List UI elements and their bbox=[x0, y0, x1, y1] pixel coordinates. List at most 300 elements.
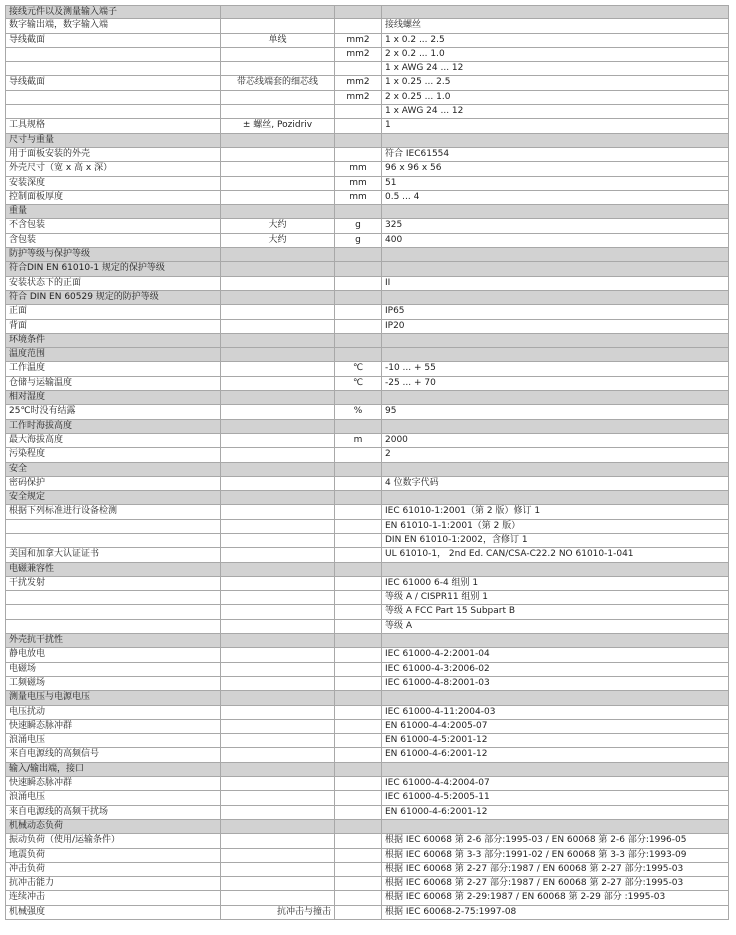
spec-unit: mm bbox=[334, 177, 381, 190]
spec-row bbox=[5, 748, 729, 762]
spec-qualifier bbox=[220, 463, 334, 476]
spec-value: IP65 bbox=[381, 305, 729, 318]
spec-row bbox=[5, 791, 729, 805]
spec-label: 电压扰动 bbox=[5, 706, 220, 719]
spec-value: EN 61000-4-5:2001-12 bbox=[381, 734, 729, 747]
spec-unit: g bbox=[334, 234, 381, 247]
spec-value: EN 61010-1-1:2001（第 2 版） bbox=[381, 520, 729, 533]
spec-row bbox=[5, 305, 729, 319]
spec-row bbox=[5, 877, 729, 891]
spec-qualifier: ± 螺丝, Pozidriv bbox=[220, 119, 334, 132]
spec-unit: % bbox=[334, 405, 381, 418]
spec-value: IEC 61000-4-4:2004-07 bbox=[381, 777, 729, 790]
spec-label bbox=[5, 605, 220, 618]
spec-qualifier: 带芯线端套的细芯线 bbox=[220, 76, 334, 89]
spec-value: 1 x AWG 24 ... 12 bbox=[381, 62, 729, 75]
spec-label: 重量 bbox=[5, 205, 220, 218]
spec-row bbox=[5, 534, 729, 548]
spec-qualifier bbox=[220, 648, 334, 661]
spec-qualifier bbox=[220, 863, 334, 876]
spec-label: 安装深度 bbox=[5, 177, 220, 190]
spec-row bbox=[5, 76, 729, 90]
spec-row bbox=[5, 777, 729, 791]
spec-qualifier bbox=[220, 262, 334, 275]
spec-unit bbox=[334, 262, 381, 275]
spec-row bbox=[5, 219, 729, 233]
spec-value: 2 bbox=[381, 448, 729, 461]
spec-label: 连续冲击 bbox=[5, 891, 220, 904]
spec-label: 密码保护 bbox=[5, 477, 220, 490]
spec-value bbox=[381, 491, 729, 504]
spec-unit bbox=[334, 463, 381, 476]
spec-qualifier bbox=[220, 548, 334, 561]
spec-unit bbox=[334, 205, 381, 218]
spec-unit bbox=[334, 320, 381, 333]
spec-qualifier bbox=[220, 748, 334, 761]
spec-label: 电磁兼容性 bbox=[5, 563, 220, 576]
spec-qualifier bbox=[220, 420, 334, 433]
spec-unit bbox=[334, 334, 381, 347]
spec-qualifier bbox=[220, 348, 334, 361]
spec-label: 符合DIN EN 61010-1 规定的保护等级 bbox=[5, 262, 220, 275]
spec-label: 安全 bbox=[5, 463, 220, 476]
spec-label: 干扰发射 bbox=[5, 577, 220, 590]
spec-value: 根据 IEC 60068-2-75:1997-08 bbox=[381, 906, 729, 919]
spec-value: 根据 IEC 60068 第 2-6 部分:1995-03 / EN 60068 第 2-6 部分:1996-05 bbox=[381, 834, 729, 847]
spec-row bbox=[5, 891, 729, 905]
spec-qualifier bbox=[220, 377, 334, 390]
section-header-row bbox=[5, 420, 729, 434]
spec-value: 0.5 ... 4 bbox=[381, 191, 729, 204]
spec-qualifier bbox=[220, 148, 334, 161]
spec-label bbox=[5, 620, 220, 633]
spec-value: IEC 61000-4-8:2001-03 bbox=[381, 677, 729, 690]
spec-unit bbox=[334, 691, 381, 704]
spec-label: 温度范围 bbox=[5, 348, 220, 361]
spec-value: 根据 IEC 60068 第 2-27 部分:1987 / EN 60068 第 2-27 部分:1995-03 bbox=[381, 877, 729, 890]
spec-unit bbox=[334, 291, 381, 304]
spec-value bbox=[381, 248, 729, 261]
spec-label: 用于面板安装的外壳 bbox=[5, 148, 220, 161]
spec-table bbox=[5, 5, 729, 920]
spec-row bbox=[5, 548, 729, 562]
spec-value: IEC 61000-4-11:2004-03 bbox=[381, 706, 729, 719]
spec-value: 1 x 0.25 ... 2.5 bbox=[381, 76, 729, 89]
spec-value: 接线螺丝 bbox=[381, 19, 729, 32]
spec-label: 浪涌电压 bbox=[5, 791, 220, 804]
spec-label: 机械动态负荷 bbox=[5, 820, 220, 833]
spec-qualifier: 大约 bbox=[220, 234, 334, 247]
spec-value bbox=[381, 334, 729, 347]
spec-label: 25℃时没有结露 bbox=[5, 405, 220, 418]
spec-row bbox=[5, 477, 729, 491]
spec-value bbox=[381, 391, 729, 404]
spec-qualifier bbox=[220, 91, 334, 104]
spec-value: 325 bbox=[381, 219, 729, 232]
spec-qualifier bbox=[220, 691, 334, 704]
spec-row bbox=[5, 34, 729, 48]
spec-value bbox=[381, 348, 729, 361]
spec-qualifier bbox=[220, 777, 334, 790]
spec-unit bbox=[334, 849, 381, 862]
spec-label: 工频磁场 bbox=[5, 677, 220, 690]
spec-label bbox=[5, 534, 220, 547]
spec-label: 尺寸与重量 bbox=[5, 134, 220, 147]
spec-unit bbox=[334, 420, 381, 433]
spec-unit: mm2 bbox=[334, 76, 381, 89]
spec-unit: g bbox=[334, 219, 381, 232]
section-header-row bbox=[5, 248, 729, 262]
spec-qualifier bbox=[220, 362, 334, 375]
spec-unit bbox=[334, 105, 381, 118]
spec-qualifier bbox=[220, 791, 334, 804]
spec-value: IEC 61000 6-4 组别 1 bbox=[381, 577, 729, 590]
spec-value: EN 61000-4-6:2001-12 bbox=[381, 748, 729, 761]
spec-unit: mm bbox=[334, 191, 381, 204]
spec-qualifier bbox=[220, 191, 334, 204]
spec-unit bbox=[334, 391, 381, 404]
spec-qualifier bbox=[220, 877, 334, 890]
spec-row bbox=[5, 119, 729, 133]
spec-unit bbox=[334, 148, 381, 161]
spec-qualifier bbox=[220, 520, 334, 533]
spec-qualifier bbox=[220, 491, 334, 504]
spec-unit: mm2 bbox=[334, 34, 381, 47]
spec-row bbox=[5, 48, 729, 62]
spec-label: 正面 bbox=[5, 305, 220, 318]
spec-qualifier bbox=[220, 734, 334, 747]
spec-row bbox=[5, 591, 729, 605]
spec-label: 导线截面 bbox=[5, 34, 220, 47]
spec-unit bbox=[334, 877, 381, 890]
spec-qualifier bbox=[220, 434, 334, 447]
section-header-row bbox=[5, 205, 729, 219]
spec-value bbox=[381, 463, 729, 476]
spec-value: 等级 A bbox=[381, 620, 729, 633]
spec-label: 污染程度 bbox=[5, 448, 220, 461]
spec-row bbox=[5, 577, 729, 591]
section-header-row bbox=[5, 262, 729, 276]
spec-label: 不含包装 bbox=[5, 219, 220, 232]
spec-row bbox=[5, 105, 729, 119]
spec-row bbox=[5, 19, 729, 33]
spec-unit: ℃ bbox=[334, 377, 381, 390]
spec-unit bbox=[334, 119, 381, 132]
spec-qualifier bbox=[220, 820, 334, 833]
spec-label: 安装状态下的正面 bbox=[5, 277, 220, 290]
spec-unit bbox=[334, 763, 381, 776]
spec-unit bbox=[334, 734, 381, 747]
spec-value: IEC 61000-4-5:2005-11 bbox=[381, 791, 729, 804]
section-header-row bbox=[5, 634, 729, 648]
spec-row bbox=[5, 234, 729, 248]
spec-qualifier: 抗冲击与撞击 bbox=[220, 906, 334, 919]
spec-unit bbox=[334, 906, 381, 919]
spec-unit bbox=[334, 577, 381, 590]
spec-value: 根据 IEC 60068 第 2-29:1987 / EN 60068 第 2-29 部分 :1995-03 bbox=[381, 891, 729, 904]
spec-value bbox=[381, 291, 729, 304]
spec-qualifier bbox=[220, 834, 334, 847]
spec-row bbox=[5, 720, 729, 734]
spec-row bbox=[5, 320, 729, 334]
spec-label: 环境条件 bbox=[5, 334, 220, 347]
spec-label: 根据下列标准进行设备检测 bbox=[5, 505, 220, 518]
spec-unit bbox=[334, 591, 381, 604]
spec-label: 控制面板厚度 bbox=[5, 191, 220, 204]
spec-unit bbox=[334, 534, 381, 547]
spec-value: 根据 IEC 60068 第 3-3 部分:1991-02 / EN 60068 第 3-3 部分:1993-09 bbox=[381, 849, 729, 862]
spec-label: 静电放电 bbox=[5, 648, 220, 661]
spec-row bbox=[5, 434, 729, 448]
spec-row bbox=[5, 177, 729, 191]
spec-label: 来自电源线的高频信号 bbox=[5, 748, 220, 761]
spec-unit: m bbox=[334, 434, 381, 447]
spec-qualifier bbox=[220, 62, 334, 75]
spec-qualifier bbox=[220, 291, 334, 304]
spec-row bbox=[5, 677, 729, 691]
section-header-row bbox=[5, 491, 729, 505]
spec-value: UL 61010-1， 2nd Ed. CAN/CSA-C22.2 NO 61010-1-041 bbox=[381, 548, 729, 561]
spec-qualifier bbox=[220, 248, 334, 261]
spec-unit bbox=[334, 134, 381, 147]
spec-label: 外壳尺寸（宽 x 高 x 深） bbox=[5, 162, 220, 175]
spec-unit: mm bbox=[334, 162, 381, 175]
spec-value: IEC 61000-4-3:2006-02 bbox=[381, 663, 729, 676]
spec-unit bbox=[334, 891, 381, 904]
spec-unit: mm2 bbox=[334, 48, 381, 61]
spec-label: 工具规格 bbox=[5, 119, 220, 132]
section-header-row bbox=[5, 763, 729, 777]
section-header-row bbox=[5, 691, 729, 705]
spec-value bbox=[381, 763, 729, 776]
spec-label: 安全规定 bbox=[5, 491, 220, 504]
spec-value: -25 ... + 70 bbox=[381, 377, 729, 390]
spec-label: 接线元件以及测量输入端子 bbox=[5, 6, 220, 18]
spec-value: 51 bbox=[381, 177, 729, 190]
spec-row bbox=[5, 734, 729, 748]
spec-label: 快速瞬态脉冲群 bbox=[5, 720, 220, 733]
spec-row bbox=[5, 91, 729, 105]
spec-label: 振动负荷（使用/运输条件） bbox=[5, 834, 220, 847]
spec-value: 等级 A FCC Part 15 Subpart B bbox=[381, 605, 729, 618]
spec-label: 含包装 bbox=[5, 234, 220, 247]
spec-label: 仓储与运输温度 bbox=[5, 377, 220, 390]
spec-row bbox=[5, 148, 729, 162]
spec-row bbox=[5, 706, 729, 720]
spec-unit: mm2 bbox=[334, 91, 381, 104]
spec-label: 美国和加拿大认证证书 bbox=[5, 548, 220, 561]
spec-row bbox=[5, 620, 729, 634]
spec-qualifier bbox=[220, 891, 334, 904]
spec-label: 冲击负荷 bbox=[5, 863, 220, 876]
spec-qualifier bbox=[220, 177, 334, 190]
spec-unit bbox=[334, 791, 381, 804]
spec-value bbox=[381, 6, 729, 18]
spec-row bbox=[5, 277, 729, 291]
spec-qualifier bbox=[220, 134, 334, 147]
spec-unit bbox=[334, 563, 381, 576]
spec-row bbox=[5, 377, 729, 391]
section-header-row bbox=[5, 820, 729, 834]
spec-qualifier bbox=[220, 334, 334, 347]
spec-label: 测量电压与电源电压 bbox=[5, 691, 220, 704]
spec-value bbox=[381, 820, 729, 833]
spec-qualifier bbox=[220, 305, 334, 318]
spec-label: 工作时海拔高度 bbox=[5, 420, 220, 433]
spec-unit bbox=[334, 448, 381, 461]
spec-label: 工作温度 bbox=[5, 362, 220, 375]
spec-qualifier bbox=[220, 577, 334, 590]
spec-unit bbox=[334, 720, 381, 733]
spec-label: 输入/输出端，接口 bbox=[5, 763, 220, 776]
spec-value: IEC 61000-4-2:2001-04 bbox=[381, 648, 729, 661]
spec-row bbox=[5, 405, 729, 419]
spec-qualifier bbox=[220, 162, 334, 175]
spec-label: 防护等级与保护等级 bbox=[5, 248, 220, 261]
spec-value bbox=[381, 205, 729, 218]
spec-value: DIN EN 61010-1:2002，含修订 1 bbox=[381, 534, 729, 547]
spec-value bbox=[381, 420, 729, 433]
spec-value: 2 x 0.2 ... 1.0 bbox=[381, 48, 729, 61]
spec-value bbox=[381, 134, 729, 147]
spec-value bbox=[381, 563, 729, 576]
spec-unit bbox=[334, 477, 381, 490]
spec-unit bbox=[334, 520, 381, 533]
spec-qualifier bbox=[220, 806, 334, 819]
spec-qualifier bbox=[220, 763, 334, 776]
spec-unit bbox=[334, 663, 381, 676]
spec-qualifier bbox=[220, 591, 334, 604]
spec-qualifier bbox=[220, 720, 334, 733]
spec-label: 相对湿度 bbox=[5, 391, 220, 404]
spec-label: 外壳抗干扰性 bbox=[5, 634, 220, 647]
spec-value: EN 61000-4-4:2005-07 bbox=[381, 720, 729, 733]
spec-value: 95 bbox=[381, 405, 729, 418]
spec-label bbox=[5, 48, 220, 61]
spec-value: 2000 bbox=[381, 434, 729, 447]
spec-value bbox=[381, 634, 729, 647]
spec-row bbox=[5, 906, 729, 920]
spec-row bbox=[5, 863, 729, 877]
spec-unit bbox=[334, 19, 381, 32]
section-header-row bbox=[5, 563, 729, 577]
spec-qualifier bbox=[220, 6, 334, 18]
spec-qualifier bbox=[220, 663, 334, 676]
spec-label: 机械强度 bbox=[5, 906, 220, 919]
spec-unit bbox=[334, 605, 381, 618]
spec-unit bbox=[334, 834, 381, 847]
spec-value: 符合 IEC61554 bbox=[381, 148, 729, 161]
section-header-row bbox=[5, 334, 729, 348]
spec-qualifier bbox=[220, 620, 334, 633]
spec-value: -10 ... + 55 bbox=[381, 362, 729, 375]
spec-qualifier bbox=[220, 48, 334, 61]
spec-label: 最大海拔高度 bbox=[5, 434, 220, 447]
spec-unit bbox=[334, 620, 381, 633]
spec-row bbox=[5, 162, 729, 176]
spec-value: 1 x 0.2 ... 2.5 bbox=[381, 34, 729, 47]
spec-unit bbox=[334, 806, 381, 819]
spec-qualifier bbox=[220, 677, 334, 690]
spec-label: 来自电源线的高频干扰场 bbox=[5, 806, 220, 819]
spec-qualifier bbox=[220, 320, 334, 333]
spec-value: 等级 A / CISPR11 组别 1 bbox=[381, 591, 729, 604]
spec-qualifier bbox=[220, 563, 334, 576]
spec-qualifier bbox=[220, 405, 334, 418]
spec-qualifier bbox=[220, 448, 334, 461]
spec-qualifier bbox=[220, 849, 334, 862]
spec-label: 导线截面 bbox=[5, 76, 220, 89]
spec-qualifier bbox=[220, 706, 334, 719]
spec-label bbox=[5, 62, 220, 75]
spec-value: IEC 61010-1:2001（第 2 版）修订 1 bbox=[381, 505, 729, 518]
spec-value bbox=[381, 691, 729, 704]
spec-qualifier: 单线 bbox=[220, 34, 334, 47]
spec-value: 2 x 0.25 ... 1.0 bbox=[381, 91, 729, 104]
section-header-row bbox=[5, 463, 729, 477]
spec-value: 1 bbox=[381, 119, 729, 132]
spec-label: 数字输出端，数字输入端 bbox=[5, 19, 220, 32]
spec-label bbox=[5, 591, 220, 604]
spec-unit bbox=[334, 348, 381, 361]
spec-value: 400 bbox=[381, 234, 729, 247]
spec-qualifier bbox=[220, 19, 334, 32]
spec-value: II bbox=[381, 277, 729, 290]
spec-qualifier bbox=[220, 505, 334, 518]
spec-value: 根据 IEC 60068 第 2-27 部分:1987 / EN 60068 第 2-27 部分:1995-03 bbox=[381, 863, 729, 876]
spec-unit bbox=[334, 505, 381, 518]
spec-qualifier bbox=[220, 605, 334, 618]
spec-qualifier bbox=[220, 634, 334, 647]
spec-unit bbox=[334, 748, 381, 761]
spec-unit bbox=[334, 248, 381, 261]
spec-qualifier bbox=[220, 391, 334, 404]
spec-qualifier bbox=[220, 477, 334, 490]
section-header-row bbox=[5, 348, 729, 362]
spec-qualifier bbox=[220, 205, 334, 218]
spec-label: 符合 DIN EN 60529 规定的防护等级 bbox=[5, 291, 220, 304]
spec-value: EN 61000-4-6:2001-12 bbox=[381, 806, 729, 819]
spec-unit bbox=[334, 863, 381, 876]
spec-value: 1 x AWG 24 ... 12 bbox=[381, 105, 729, 118]
spec-unit bbox=[334, 6, 381, 18]
spec-row bbox=[5, 605, 729, 619]
spec-label: 抗冲击能力 bbox=[5, 877, 220, 890]
section-header-row bbox=[5, 134, 729, 148]
spec-qualifier bbox=[220, 277, 334, 290]
spec-row bbox=[5, 520, 729, 534]
spec-row bbox=[5, 505, 729, 519]
spec-row bbox=[5, 663, 729, 677]
spec-row bbox=[5, 448, 729, 462]
spec-label: 电磁场 bbox=[5, 663, 220, 676]
spec-unit bbox=[334, 820, 381, 833]
spec-label: 浪涌电压 bbox=[5, 734, 220, 747]
spec-unit bbox=[334, 548, 381, 561]
spec-qualifier bbox=[220, 534, 334, 547]
spec-qualifier: 大约 bbox=[220, 219, 334, 232]
spec-unit: ℃ bbox=[334, 362, 381, 375]
spec-label bbox=[5, 105, 220, 118]
spec-label bbox=[5, 91, 220, 104]
spec-unit bbox=[334, 648, 381, 661]
spec-unit bbox=[334, 305, 381, 318]
spec-row bbox=[5, 806, 729, 820]
spec-value: 4 位数字代码 bbox=[381, 477, 729, 490]
spec-label: 地震负荷 bbox=[5, 849, 220, 862]
spec-unit bbox=[334, 62, 381, 75]
spec-row bbox=[5, 648, 729, 662]
